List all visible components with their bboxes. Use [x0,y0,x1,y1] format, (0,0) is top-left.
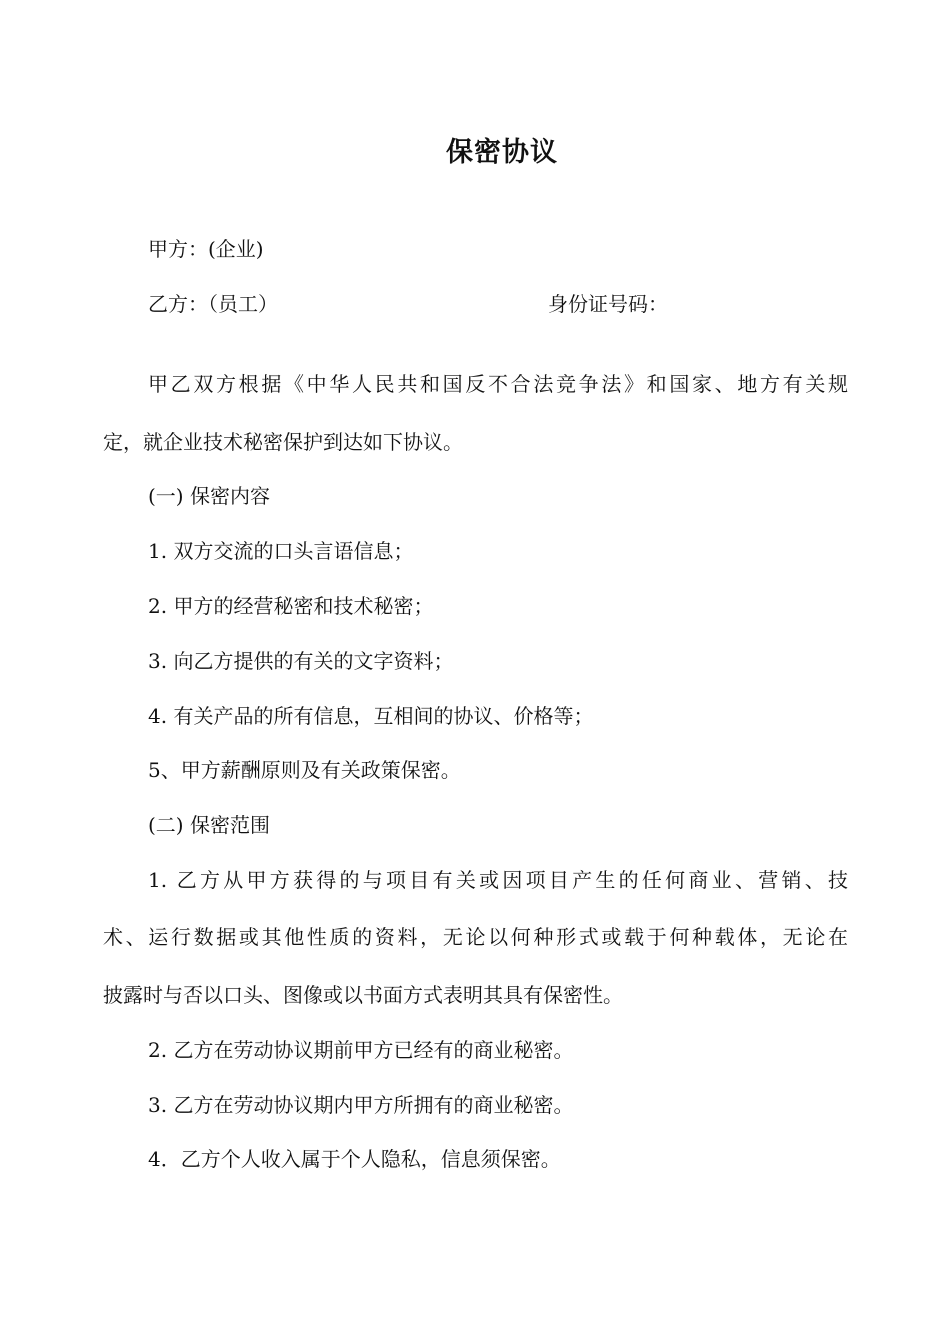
section2-item-1-line-1: 1. 乙方从甲方获得的与项目有关或因项目产生的任何商业、营销、技 [148,868,848,892]
section2-item-3: 3. 乙方在劳动协议期内甲方所拥有的商业秘密。 [148,1093,574,1117]
party-a-label: 甲方：(企业) [148,237,264,261]
intro-line-1: 甲乙双方根据《中华人民共和国反不合法竞争法》和国家、地方有关规 [148,372,848,396]
section1-item-3: 3. 向乙方提供的有关的文字资料； [148,649,454,673]
section2-item-4: 4．乙方个人收入属于个人隐私，信息须保密。 [148,1147,561,1171]
section1-item-2: 2. 甲方的经营秘密和技术秘密； [148,594,434,618]
section2-heading: (二) 保密范围 [148,813,270,837]
section1-item-5: 5、甲方薪酬原则及有关政策保密。 [148,758,461,782]
section2-item-1-line-3: 披露时与否以口头、图像或以书面方式表明其具有保密性。 [103,983,623,1007]
section1-item-4: 4. 有关产品的所有信息，互相间的协议、价格等； [148,704,594,728]
party-b-label: 乙方：（员工） [148,292,278,316]
id-number-label: 身份证号码： [548,292,668,316]
section1-heading: (一) 保密内容 [148,484,270,508]
intro-line-2: 定，就企业技术秘密保护到达如下协议。 [103,430,463,454]
section1-item-1: 1. 双方交流的口头言语信息； [148,539,414,563]
document-title: 保密协议 [446,137,558,168]
section2-item-1-line-2: 术、运行数据或其他性质的资料，无论以何种形式或载于何种载体，无论在 [103,925,848,949]
section2-item-2: 2. 乙方在劳动协议期前甲方已经有的商业秘密。 [148,1038,574,1062]
